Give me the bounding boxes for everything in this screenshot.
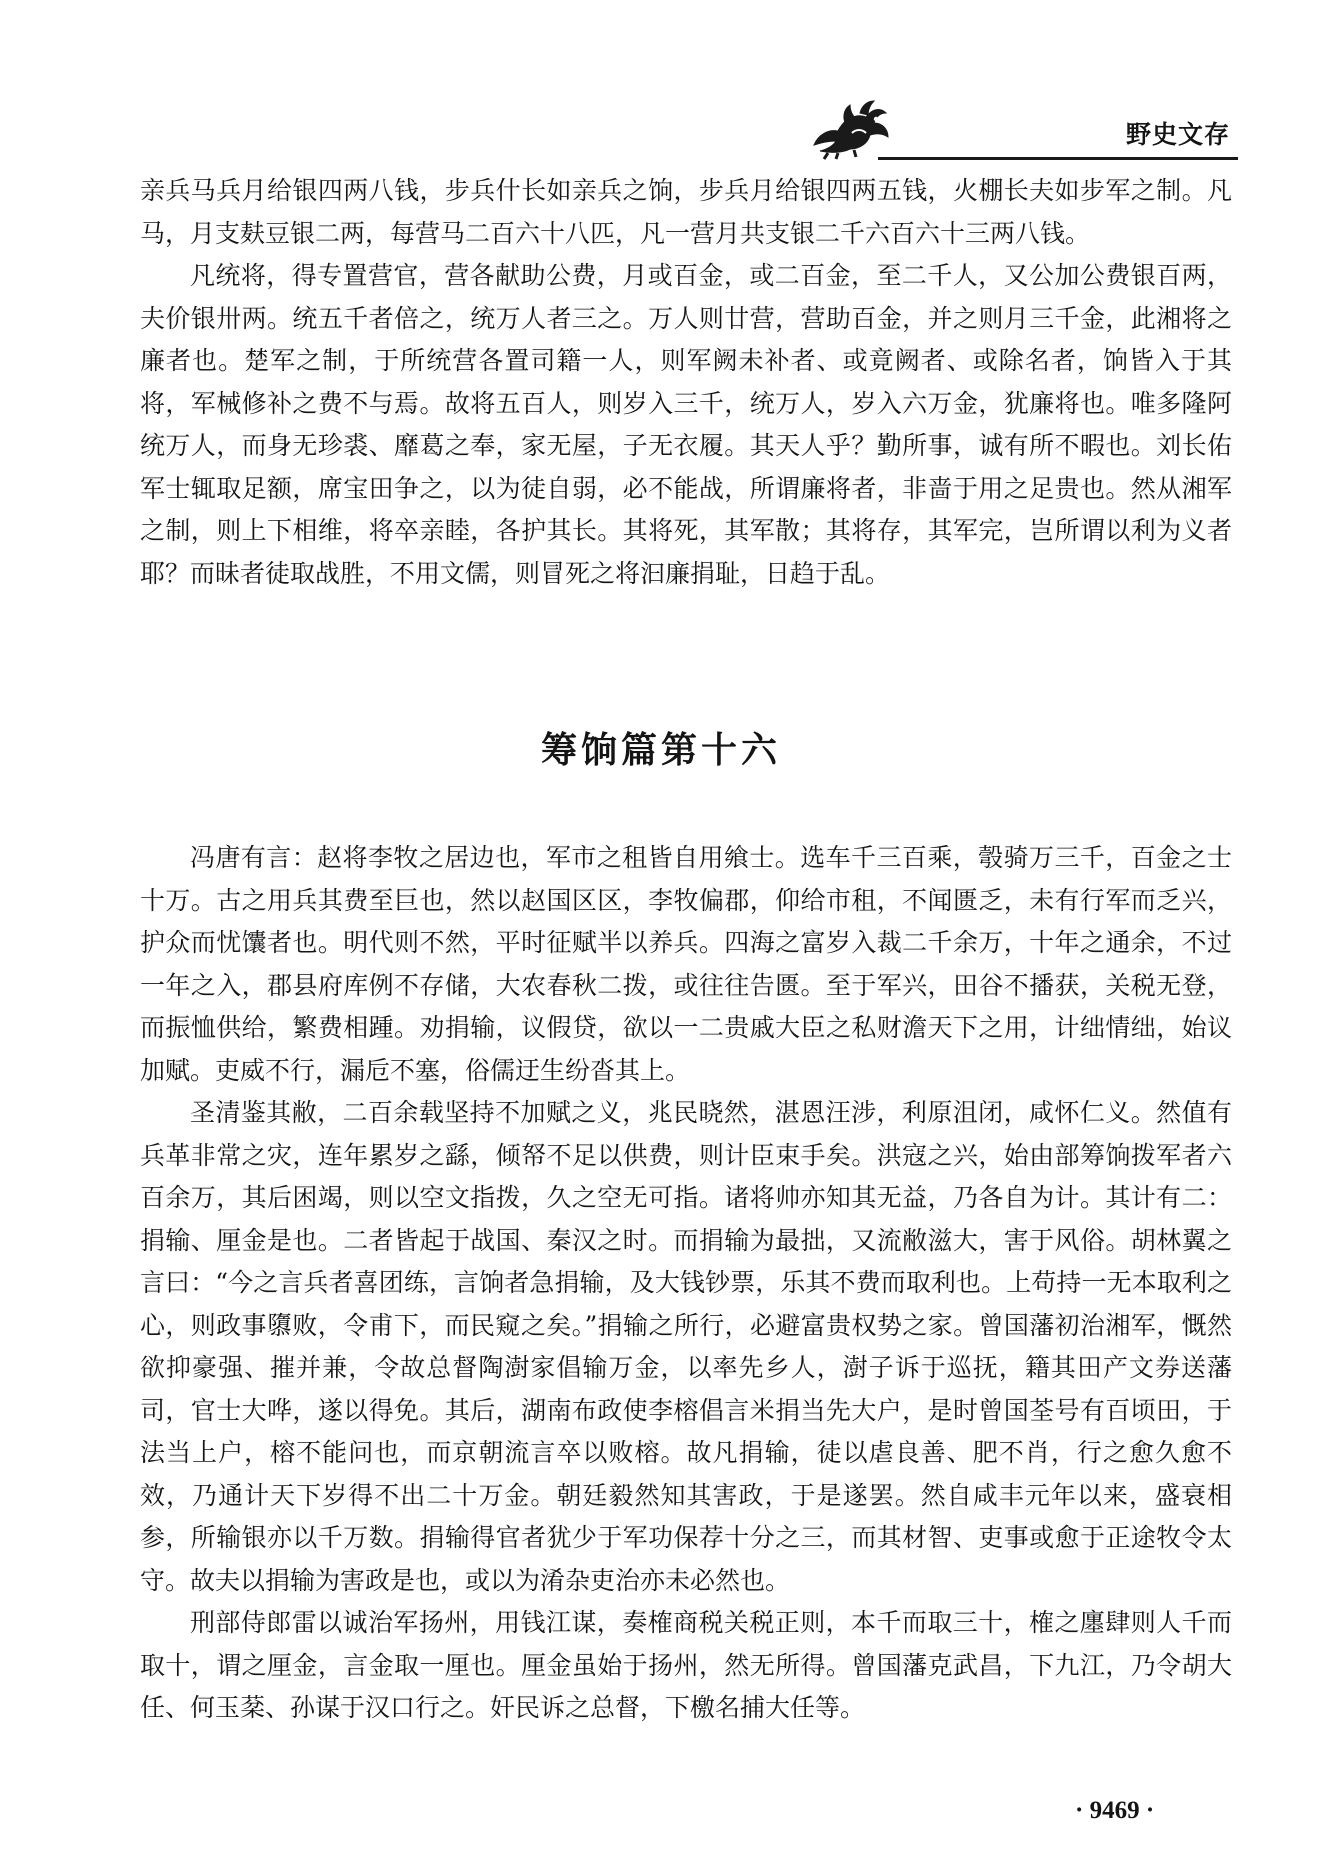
page-header (808, 95, 1238, 165)
paragraph: 亲兵马兵月给银四两八钱，步兵什长如亲兵之饷，步兵月给银四两五钱，火棚长夫如步军之制。凡马，月支麸豆银二两，每营马二百六十八匹，凡一营月共支银二千六百六十三两八钱。 (140, 176, 1232, 248)
dragon-logo-icon (808, 95, 892, 161)
series-title: 野史文存 (1125, 120, 1230, 149)
paragraph: 冯唐有言：赵将李牧之居边也，军市之租皆自用飨士。选车千三百乘，彀骑万三千，百金之士十万。古之用兵其费至巨也，然以赵国区区，李牧偏郡，仰给市租，不闻匮乏，未有行军而乏兴，护众而忧馕者也。明代则不然，平时征赋半以养兵。四海之富岁入裁二千余万，十年之通余，不过一年之入，郡县府库例不存储，大农春秋二拨，或往往告匮。至于军兴，田谷不播获，关税无登，而振恤供给，繁费相踵。劝捐输，议假贷，欲以一二贵戚大臣之私财澹天下之用，计绌情绌，始议加赋。吏威不行，漏卮不塞，俗儒迂生纷沓其上。 (140, 843, 1232, 1085)
paragraph: 凡统将，得专置营官，营各献助公费，月或百金，或二百金，至二千人，又公加公费银百两，夫价银卅两。统五千者倍之，统万人者三之。万人则廿营，营助百金，并之则月三千金，此湘将之廉者也。楚军之制，于所统营各置司籍一人，则军阙未补者、或竟阙者、或除名者，饷皆入于其将，军械修补之费不与焉。故将五百人，则岁入三千，统万人，岁入六万金，犹廉将也。唯多隆阿统万人，而身无珍裘、靡葛之奉，家无屋，子无衣履。其天人乎？勤所事，诚有所不暇也。刘长佑军士辄取足额，席宝田争之，以为徒自弱，必不能战，所谓廉将者，非啬于用之足贵也。然从湘军之制，则上下相维，将卒亲睦，各护其长。其将死，其军散；其将存，其军完，岂所谓以利为义者耶？而昧者徒取战胜，不用文儒，则冒死之将汩廉捐耻，日趋于乱。 (140, 261, 1232, 588)
text-block-top (140, 170, 1232, 595)
paragraph: 刑部侍郎雷以诚治军扬州，用钱江谋，奏榷商税关税正则，本千而取三十，榷之廛肆则人千而取十，谓之厘金，言金取一厘也。厘金虽始于扬州，然无所得。曾国藩克武昌，下九江，乃令胡大任、何玉棻、孙谋于汉口行之。奸民诉之总督，下檄名捕大任等。 (140, 1608, 1232, 1722)
section-title: 筹饷篇第十六 (540, 730, 781, 771)
header-rule (878, 157, 1238, 160)
text-block-bottom (140, 837, 1232, 1730)
page-number: · 9469 · (1075, 1797, 1155, 1824)
paragraph: 圣清鉴其敝，二百余载坚持不加赋之义，兆民晓然，湛恩汪涉，利原沮闭，咸怀仁义。然值有兵革非常之灾，连年累岁之繇，倾帑不足以供费，则计臣束手矣。洪寇之兴，始由部筹饷拨军者六百余万，其后困竭，则以空文指拨，久之空无可指。诸将帅亦知其无益，乃各自为计。其计有二：捐输、厘金是也。二者皆起于战国、秦汉之时。而捐输为最拙，又流敝滋大，害于风俗。胡林翼之言曰：“今之言兵者喜团练，言饷者急捐输，及大钱钞票，乐其不费而取利也。上苟持一无本取利之心，则政事隳败，令甫下，而民窥之矣。”捐输之所行，必避富贵权势之家。曾国藩初治湘军，慨然欲抑豪强、摧并兼，令故总督陶澍家倡输万金，以率先乡人，澍子诉于巡抚，籍其田产文券送藩司，官士大哗，遂以得免。其后，湖南布政使李榕倡言米捐当先大户，是时曾国荃号有百顷田，于法当上户，榕不能问也，而京朝流言卒以败榕。故凡捐输，徒以虐良善、肥不肖，行之愈久愈不效，乃通计天下岁得不出二十万金。朝廷毅然知其害政，于是遂罢。然自咸丰元年以来，盛衰相参，所输银亦以千万数。捐输得官者犹少于军功保荐十分之三，而其材智、吏事或愈于正途牧令太守。故夫以捐输为害政是也，或以为淆杂吏治亦未必然也。 (140, 1098, 1232, 1595)
